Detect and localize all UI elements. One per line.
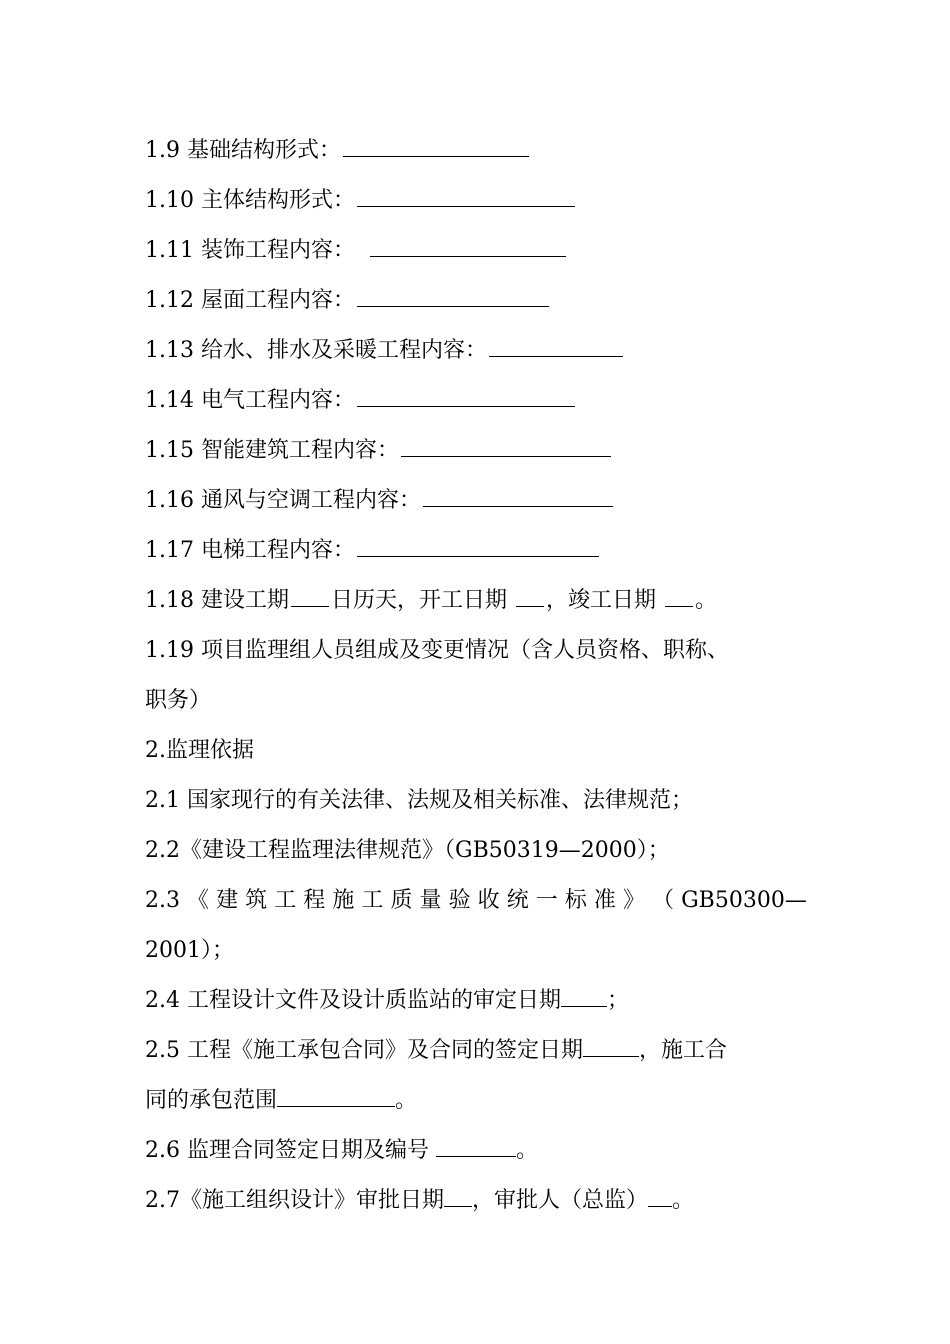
scope-blank[interactable]	[277, 1086, 395, 1107]
text-segment: （	[652, 888, 675, 913]
blank-field[interactable]	[370, 236, 566, 257]
item-1-16	[145, 486, 815, 516]
review-date-blank[interactable]	[561, 986, 607, 1007]
text-segment: 》	[622, 888, 645, 913]
text-segment: 质	[390, 888, 413, 913]
blank-field[interactable]	[357, 186, 575, 207]
text-segment: 《	[187, 888, 210, 913]
item-label: 1.17 电梯工程内容：	[145, 538, 355, 563]
blank-field[interactable]	[423, 486, 613, 507]
text-segment: 施	[332, 888, 355, 913]
item-label: 1.9 基础结构形式：	[145, 138, 341, 163]
item-2-5-line1	[145, 1036, 815, 1066]
section-2-heading: 2.监理依据	[145, 738, 254, 763]
end-date-blank[interactable]	[665, 586, 693, 607]
text-segment: 量	[419, 888, 442, 913]
item-1-19-line2: 职务）	[145, 688, 212, 713]
contract-date-blank[interactable]	[583, 1036, 639, 1057]
text-segment: 建	[216, 888, 239, 913]
item-1-18	[145, 586, 815, 616]
item-text: 。	[515, 1138, 538, 1163]
item-1-15	[145, 436, 815, 466]
approval-date-blank[interactable]	[444, 1186, 472, 1207]
item-1-13	[145, 336, 815, 366]
item-2-2: 2.2《建设工程监理法律规范》（GB50319—2000）；	[145, 838, 670, 863]
item-2-5-line2	[145, 1086, 815, 1116]
item-label: 1.15 智能建筑工程内容：	[145, 438, 399, 463]
item-1-17	[145, 536, 815, 566]
item-text: 日历天，开工日期	[330, 588, 514, 613]
blank-field[interactable]	[357, 536, 599, 557]
blank-field[interactable]	[357, 386, 575, 407]
item-text: 。	[694, 588, 717, 613]
text-segment: 程	[303, 888, 326, 913]
approver-blank[interactable]	[648, 1186, 672, 1207]
duration-blank[interactable]	[291, 586, 329, 607]
blank-field[interactable]	[343, 136, 529, 157]
text-segment: 验	[448, 888, 471, 913]
item-2-3-line1	[145, 886, 807, 916]
item-2-6	[145, 1136, 815, 1166]
text-segment: GB50300—	[681, 888, 807, 913]
item-label: 2.5 工程《施工承包合同》及合同的签定日期	[145, 1038, 583, 1063]
item-text: ，施工合	[638, 1038, 727, 1063]
text-segment: 工	[274, 888, 297, 913]
text-segment: 标	[564, 888, 587, 913]
item-text: ，审批人（总监）	[472, 1188, 649, 1213]
item-1-11	[145, 236, 815, 266]
item-label: 2.7《施工组织设计》审批日期	[145, 1188, 444, 1213]
blank-field[interactable]	[489, 336, 623, 357]
item-text: ；	[606, 988, 629, 1013]
text-segment: 工	[361, 888, 384, 913]
text-segment: 筑	[245, 888, 268, 913]
item-2-7	[145, 1186, 815, 1216]
item-label: 1.10 主体结构形式：	[145, 188, 355, 213]
item-text: ，竣工日期	[545, 588, 663, 613]
blank-field[interactable]	[357, 286, 549, 307]
blank-field[interactable]	[401, 436, 611, 457]
item-label: 1.16 通风与空调工程内容：	[145, 488, 421, 513]
item-label: 1.12 屋面工程内容：	[145, 288, 355, 313]
item-2-4	[145, 986, 815, 1016]
item-2-1: 2.1 国家现行的有关法律、法规及相关标准、法律规范；	[145, 788, 693, 813]
item-label: 2.4 工程设计文件及设计质监站的审定日期	[145, 988, 561, 1013]
text-segment: 收	[477, 888, 500, 913]
item-1-19-line1: 1.19 项目监理组人员组成及变更情况（含人员资格、职称、	[145, 638, 729, 663]
start-date-blank[interactable]	[516, 586, 544, 607]
item-label: 1.13 给水、排水及采暖工程内容：	[145, 338, 487, 363]
item-1-10	[145, 186, 815, 216]
item-1-14	[145, 386, 815, 416]
text-segment: 准	[593, 888, 616, 913]
item-label: 1.14 电气工程内容：	[145, 388, 355, 413]
text-segment: 统	[506, 888, 529, 913]
item-1-9	[145, 136, 815, 166]
text-segment: 一	[535, 888, 558, 913]
item-text: 。	[395, 1088, 418, 1113]
item-label: 2.6 监理合同签定日期及编号	[145, 1138, 436, 1163]
contract-number-blank[interactable]	[436, 1136, 516, 1157]
item-1-12	[145, 286, 815, 316]
item-label: 1.18 建设工期	[145, 588, 289, 613]
item-2-3-line2: 2001）；	[145, 938, 234, 963]
item-label: 1.11 装饰工程内容：	[145, 238, 362, 263]
item-label: 同的承包范围	[145, 1088, 278, 1113]
item-text: 。	[672, 1188, 695, 1213]
text-segment: 2.3	[145, 888, 180, 913]
